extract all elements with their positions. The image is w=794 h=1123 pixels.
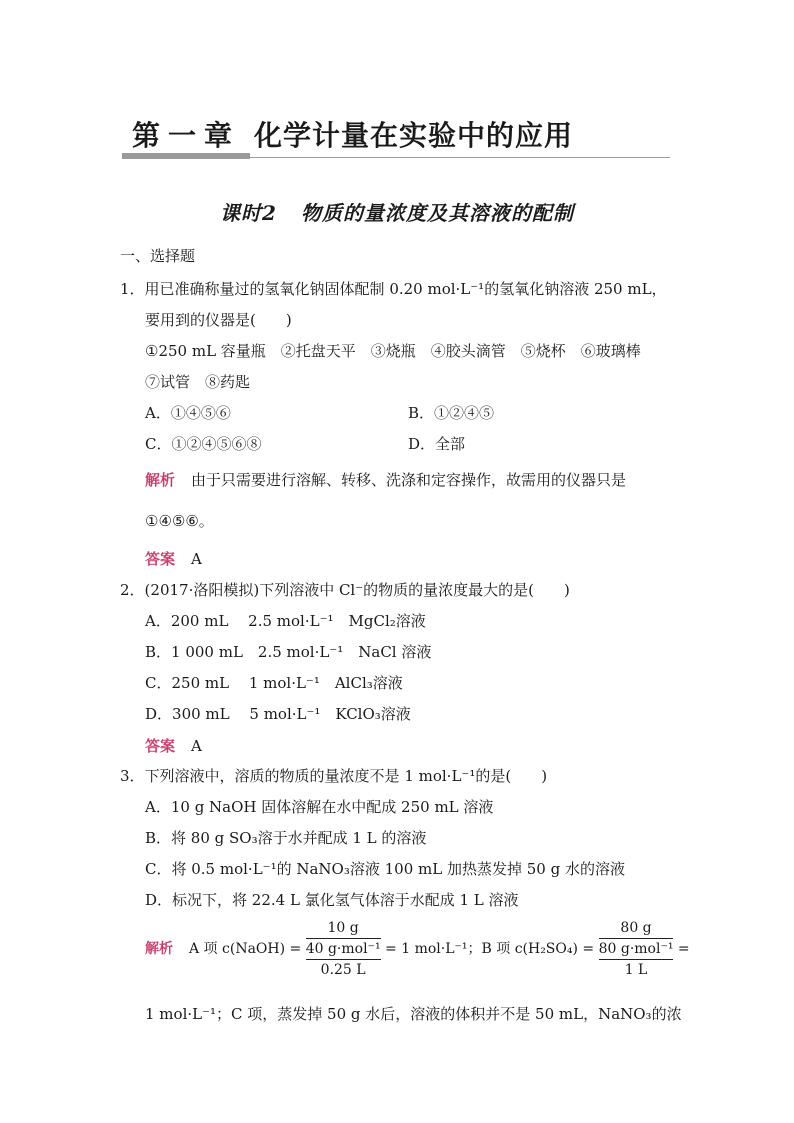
q2-stem: 2．(2017·洛阳模拟)下列溶液中 Cl⁻的物质的量浓度最大的是( ) bbox=[120, 581, 570, 599]
heading-rule-thick bbox=[122, 153, 250, 159]
naoh-mass: 10 g bbox=[327, 920, 359, 936]
heading-rule-thin bbox=[250, 157, 670, 158]
q2-answer-label: 答案 bbox=[145, 737, 176, 755]
chapter-heading bbox=[132, 114, 573, 154]
q1-analysis bbox=[145, 470, 626, 490]
q1-option-a: A．①④⑤⑥ bbox=[145, 404, 231, 422]
section-title: 一、选择题 bbox=[120, 247, 196, 265]
q1-answer bbox=[145, 549, 202, 569]
lesson-title: 物质的量浓度及其溶液的配制 bbox=[300, 201, 574, 225]
h2so4-fraction bbox=[599, 918, 674, 980]
q3-stem: 3．下列溶液中，溶质的物质的量浓度不是 1 mol·L⁻¹的是( ) bbox=[120, 767, 548, 785]
chapter-title: 化学计量在实验中的应用 bbox=[254, 119, 574, 152]
q2-option-c: C．250 mL 1 mol·L⁻¹ AlCl₃溶液 bbox=[145, 674, 403, 692]
q2-option-d: D．300 mL 5 mol·L⁻¹ KClO₃溶液 bbox=[145, 705, 411, 723]
q1-stem-line2: 要用到的仪器是( ) bbox=[145, 311, 292, 329]
q1-option-c: C．①②④⑤⑥⑧ bbox=[145, 435, 262, 453]
q3-analysis-part1: A 项 c(NaOH) = bbox=[189, 941, 302, 957]
lesson-label: 课时2 bbox=[220, 201, 277, 225]
q3-option-a: A．10 g NaOH 固体溶解在水中配成 250 mL 溶液 bbox=[145, 798, 494, 816]
q3-analysis-cont: 1 mol·L⁻¹；C 项，蒸发掉 50 g 水后，溶液的体积并不是 50 mL，NaNO₃的浓 bbox=[145, 1005, 682, 1023]
q1-answer-value: A bbox=[191, 550, 202, 568]
chapter-number: 第一章 bbox=[132, 119, 241, 152]
q3-option-b: B．将 80 g SO₃溶于水并配成 1 L 的溶液 bbox=[145, 829, 427, 847]
q1-option-b: B．①②④⑤ bbox=[408, 404, 495, 422]
lesson-heading bbox=[0, 197, 794, 226]
so3-mass: 80 g bbox=[620, 920, 652, 936]
q1-option-d: D．全部 bbox=[408, 435, 466, 453]
q1-analysis-text: 由于只需要进行溶解、转移、洗涤和定容操作，故需用的仪器只是 bbox=[191, 471, 627, 489]
so3-molar-mass: 80 g·mol⁻¹ bbox=[599, 938, 674, 959]
q1-analysis-label: 解析 bbox=[145, 471, 176, 489]
q1-items-line2: ⑦试管 ⑧药匙 bbox=[145, 373, 251, 391]
q3-option-c: C．将 0.5 mol·L⁻¹的 NaNO₃溶液 100 mL 加热蒸发掉 50 g 水的溶液 bbox=[145, 860, 625, 878]
q2-option-b: B．1 000 mL 2.5 mol·L⁻¹ NaCl 溶液 bbox=[145, 643, 432, 661]
q3-analysis-part2: = 1 mol·L⁻¹；B 项 c(H₂SO₄) = bbox=[385, 941, 595, 957]
q3-analysis-label: 解析 bbox=[145, 941, 173, 957]
naoh-molar-mass: 40 g·mol⁻¹ bbox=[306, 938, 381, 959]
q1-items-line1: ①250 mL 容量瓶 ②托盘天平 ③烧瓶 ④胶头滴管 ⑤烧杯 ⑥玻璃棒 bbox=[145, 342, 641, 360]
q1-answer-label: 答案 bbox=[145, 550, 176, 568]
q1-stem-line1: 1．用已准确称量过的氢氧化钠固体配制 0.20 mol·L⁻¹的氢氧化钠溶液 250 mL， bbox=[120, 280, 667, 298]
q2-answer-value: A bbox=[191, 737, 202, 755]
q2-option-a: A．200 mL 2.5 mol·L⁻¹ MgCl₂溶液 bbox=[145, 612, 426, 630]
q3-analysis bbox=[145, 918, 690, 980]
naoh-volume: 0.25 L bbox=[306, 959, 381, 980]
q2-answer bbox=[145, 736, 202, 756]
q1-analysis-cont: ①④⑤⑥。 bbox=[145, 512, 214, 530]
h2so4-volume: 1 L bbox=[599, 959, 674, 980]
naoh-fraction bbox=[306, 918, 381, 980]
q3-analysis-part3: = bbox=[677, 941, 690, 957]
q3-option-d: D．标况下，将 22.4 L 氯化氢气体溶于水配成 1 L 溶液 bbox=[145, 891, 519, 909]
